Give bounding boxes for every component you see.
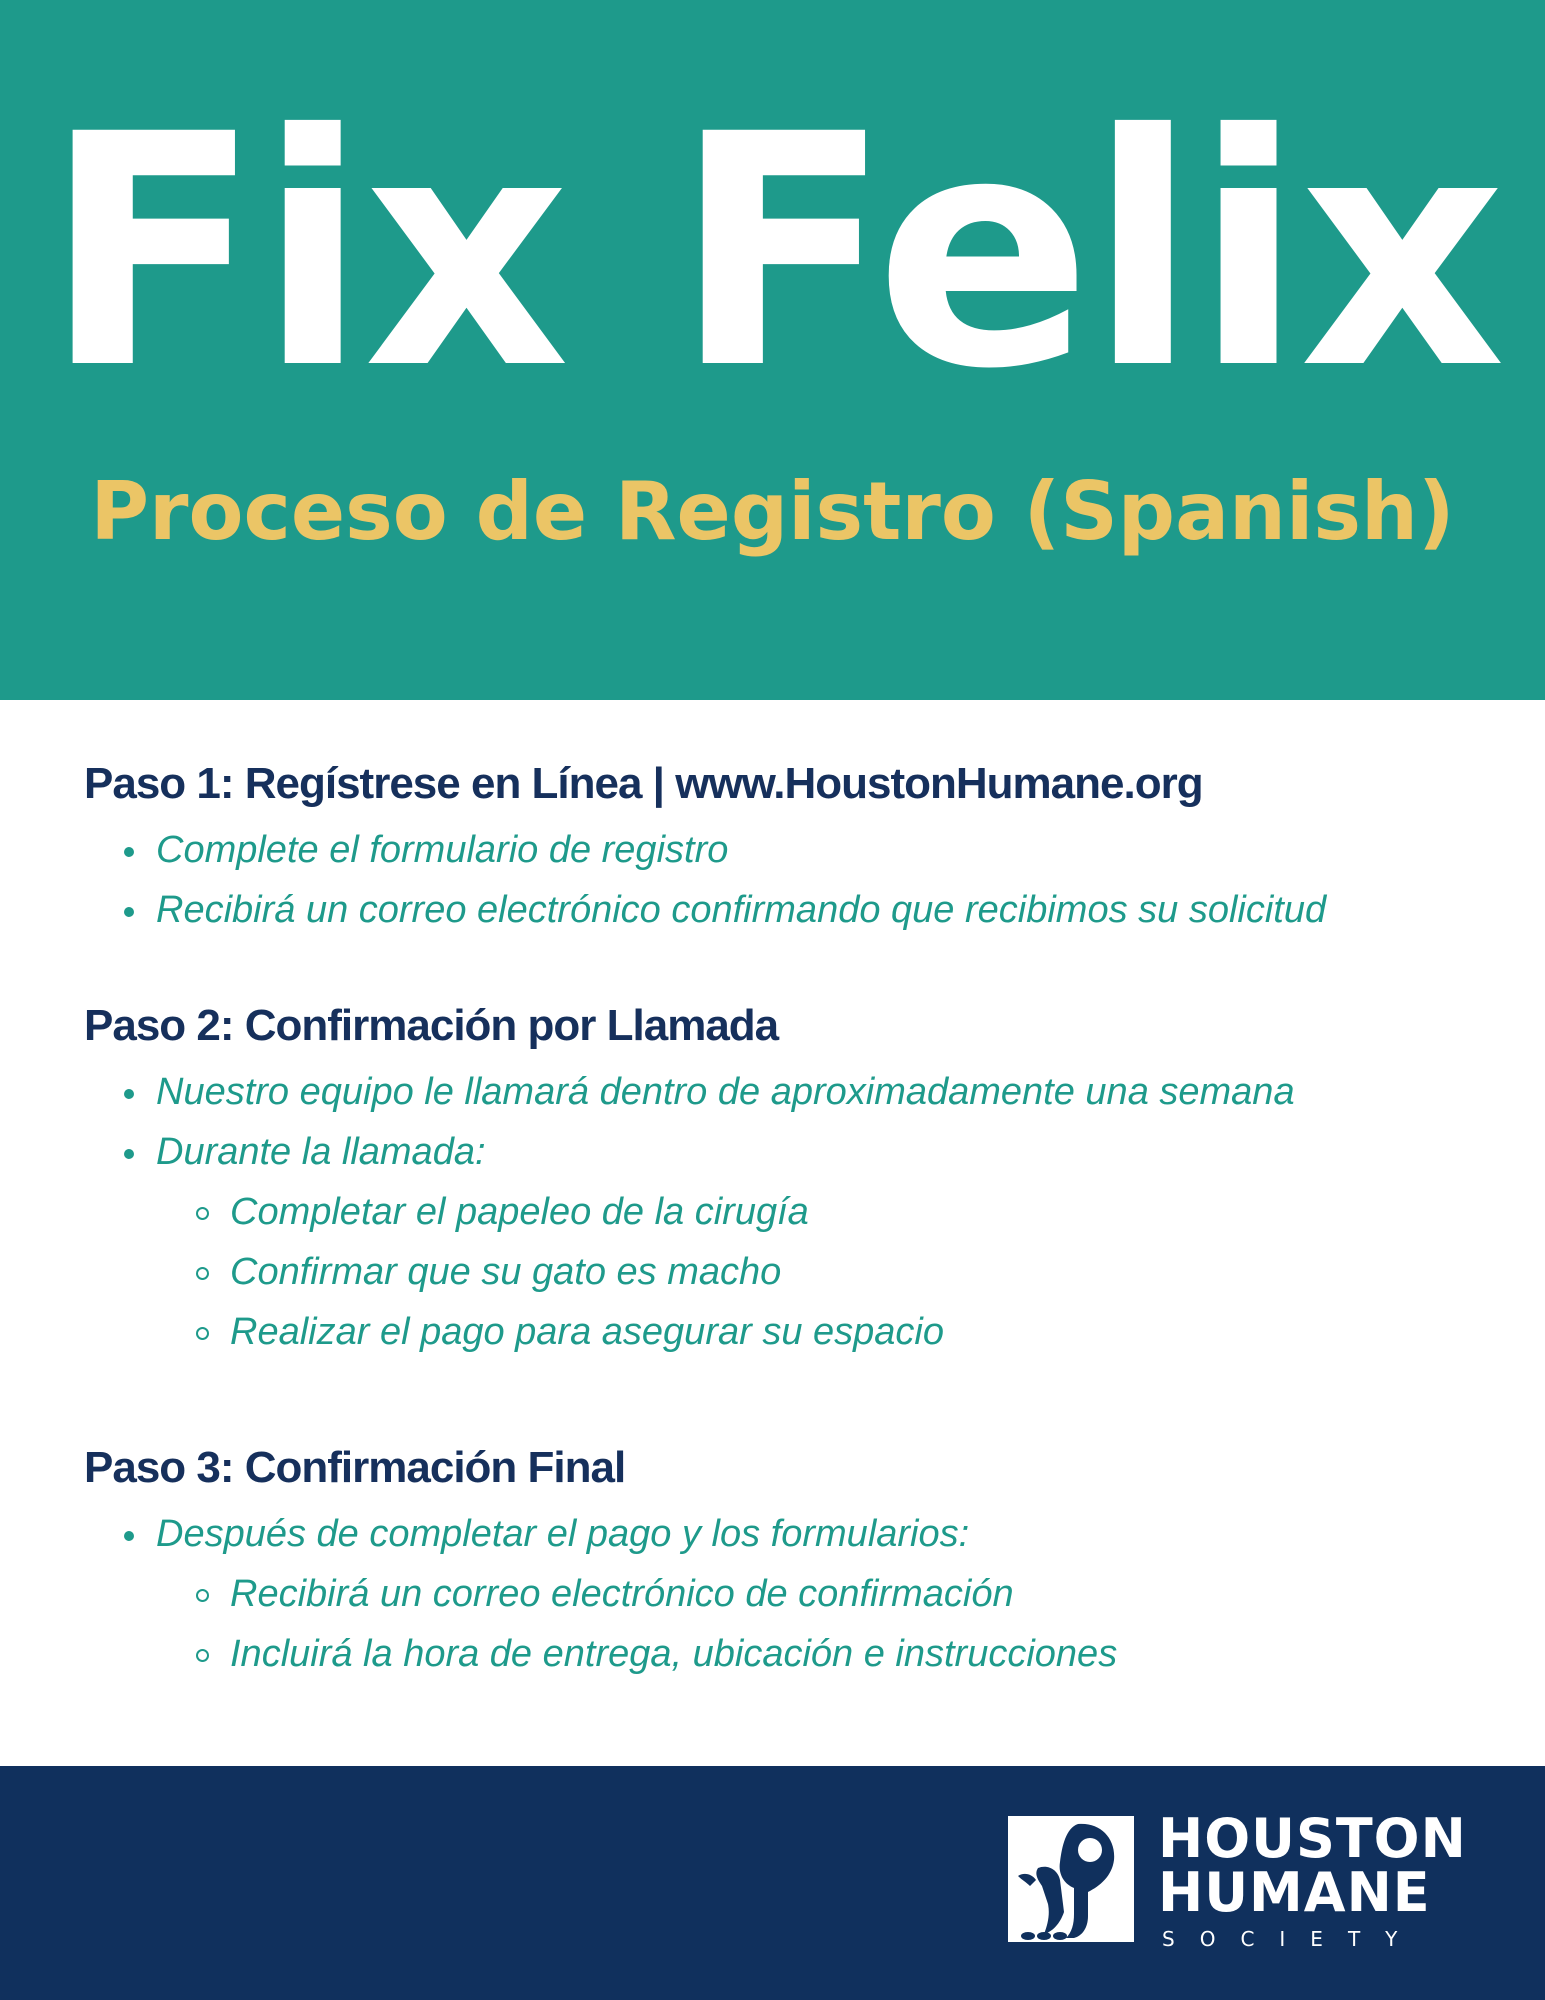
- list-item-label: Después de completar el pago y los formularios:: [156, 1513, 970, 1555]
- sublist-item: Completar el papeleo de la cirugía: [156, 1182, 1484, 1242]
- step-2: [84, 990, 1484, 1362]
- footer-banner: [0, 1766, 1545, 2000]
- step-3: [84, 1432, 1484, 1684]
- step-2-sublist: [156, 1182, 1484, 1362]
- step-1-heading: Paso 1: Regístrese en Línea | www.HoustonHumane.org: [84, 759, 1203, 808]
- sublist-item: Incluirá la hora de entrega, ubicación e instrucciones: [156, 1624, 1484, 1684]
- logo-wordmark: [1158, 1807, 1467, 1952]
- list-item: Complete el formulario de registro: [84, 820, 1484, 880]
- header-banner: [0, 0, 1545, 700]
- list-item-label: Durante la llamada:: [156, 1131, 486, 1173]
- step-3-list: [84, 1504, 1484, 1684]
- step-1-list: [84, 820, 1484, 940]
- step-3-sublist: [156, 1564, 1484, 1684]
- list-item: Nuestro equipo le llamará dentro de aproximadamente una semana: [84, 1062, 1484, 1122]
- logo-animal-icon: [1008, 1816, 1134, 1942]
- sublist-item: Recibirá un correo electrónico de confirmación: [156, 1564, 1484, 1624]
- logo-line-houston: HOUSTON: [1158, 1807, 1467, 1870]
- step-2-heading: Paso 2: Confirmación por Llamada: [84, 1001, 779, 1050]
- list-item: Recibirá un correo electrónico confirmando que recibimos su solicitud: [84, 880, 1484, 940]
- logo-line-humane: HUMANE: [1158, 1861, 1431, 1924]
- sublist-item: Realizar el pago para asegurar su espacio: [156, 1302, 1484, 1362]
- step-3-heading: Paso 3: Confirmación Final: [84, 1443, 626, 1492]
- page-title: Fix Felix: [43, 67, 1502, 439]
- houston-humane-society-logo: [1008, 1807, 1467, 1956]
- steps-section: [84, 748, 1484, 1684]
- page-subtitle: Proceso de Registro (Spanish): [90, 465, 1455, 558]
- step-2-list: [84, 1062, 1484, 1362]
- list-item-with-sublist: [84, 1122, 1484, 1362]
- sublist-item: Confirmar que su gato es macho: [156, 1242, 1484, 1302]
- step-1: [84, 748, 1484, 940]
- list-item-with-sublist: [84, 1504, 1484, 1684]
- logo-line-society: SOCIETY: [1162, 1927, 1423, 1951]
